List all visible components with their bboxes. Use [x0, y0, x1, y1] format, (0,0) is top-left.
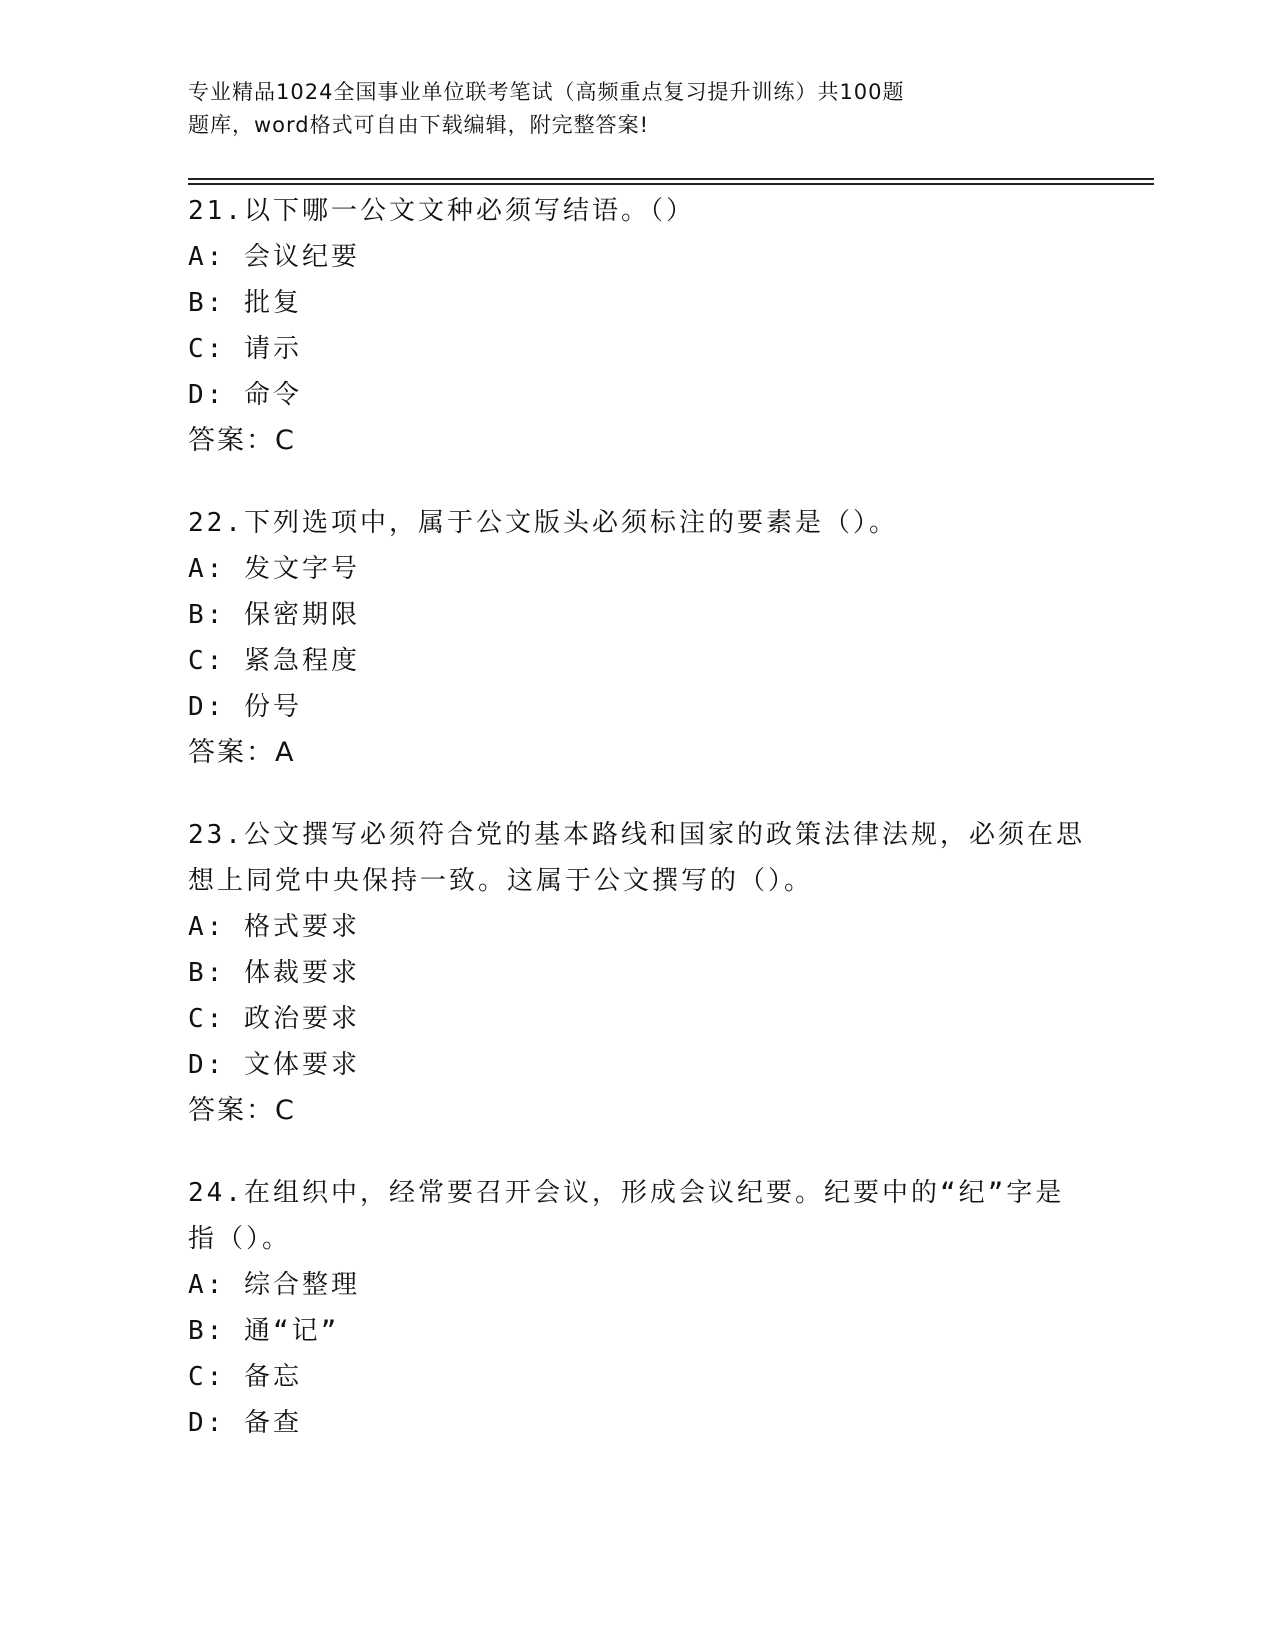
question-stem: 24.在组织中，经常要召开会议，形成会议纪要。纪要中的“纪”字是指（）。: [188, 1178, 1065, 1254]
answer: 答案：C: [188, 425, 296, 456]
option-b: B: 保密期限: [188, 600, 360, 630]
header-divider-bottom: [188, 183, 1154, 185]
option-d: D: 命令: [188, 380, 302, 410]
question-23: [188, 812, 1088, 1134]
option-d: D: 份号: [188, 692, 302, 722]
answer: 答案：C: [188, 1095, 296, 1126]
header-line-1: 专业精品1024全国事业单位联考笔试（高频重点复习提升训练）共100题: [188, 80, 905, 104]
question-stem: 23.公文撰写必须符合党的基本路线和国家的政策法律法规，必须在思想上同党中央保持一致。这属于公文撰写的（）。: [188, 820, 1085, 896]
question-stem: 21.以下哪一公文文种必须写结语。（）: [188, 196, 695, 226]
question-24: [188, 1170, 1088, 1446]
option-a: A: 格式要求: [188, 912, 360, 942]
question-21: [188, 188, 1088, 464]
option-b: B: 体裁要求: [188, 958, 360, 988]
option-b: B: 通“记”: [188, 1316, 340, 1346]
question-22: [188, 500, 1088, 776]
option-c: C: 紧急程度: [188, 646, 360, 676]
option-d: D: 备查: [188, 1408, 302, 1438]
option-c: C: 政治要求: [188, 1004, 360, 1034]
question-list: [188, 188, 1088, 1482]
answer: 答案：A: [188, 737, 296, 768]
option-a: A: 发文字号: [188, 554, 360, 584]
question-stem: 22.下列选项中，属于公文版头必须标注的要素是（）。: [188, 508, 898, 538]
header-divider-top: [188, 178, 1154, 180]
option-c: C: 备忘: [188, 1362, 302, 1392]
option-b: B: 批复: [188, 288, 302, 318]
option-a: A: 会议纪要: [188, 242, 360, 272]
document-header: [188, 76, 1008, 142]
option-c: C: 请示: [188, 334, 302, 364]
option-a: A: 综合整理: [188, 1270, 360, 1300]
option-d: D: 文体要求: [188, 1050, 360, 1080]
header-line-2: 题库，word格式可自由下载编辑，附完整答案!: [188, 113, 650, 137]
